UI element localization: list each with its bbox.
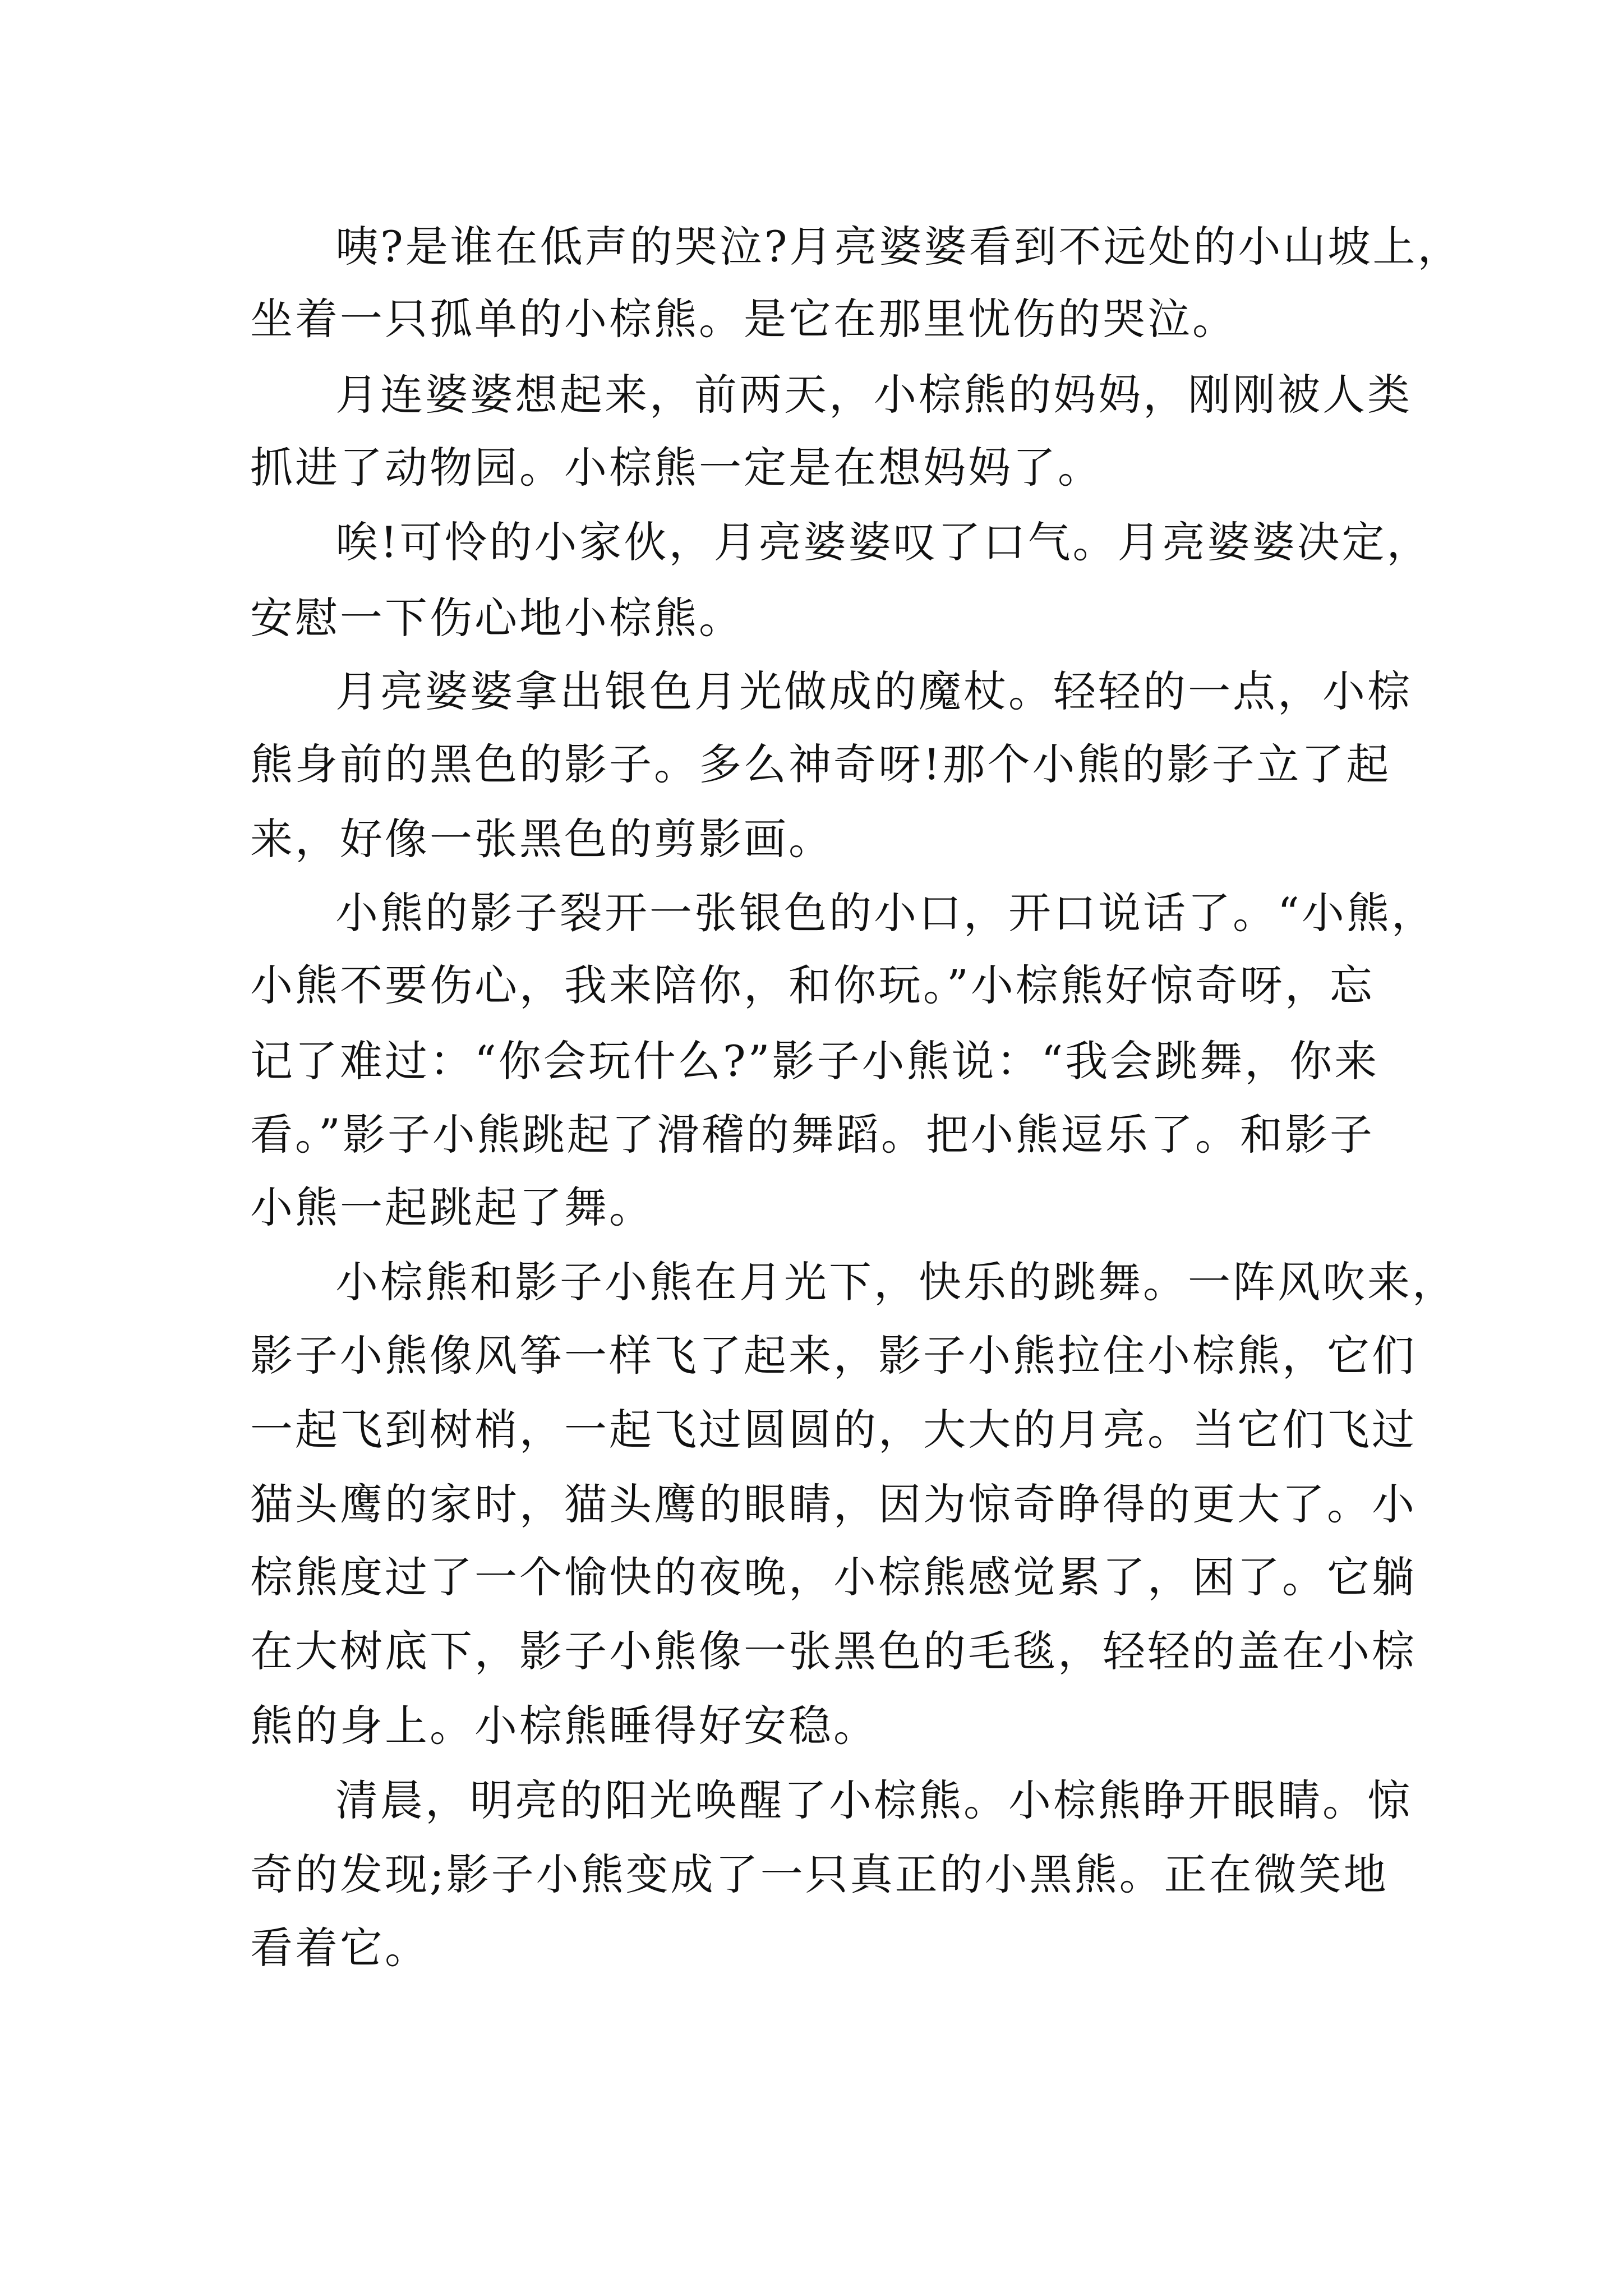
paragraph-4-line-1: 月亮婆婆拿出银色月光做成的魔杖。轻轻的一点，小棕 [335,666,1412,716]
paragraph-7-line-1: 清晨，明亮的阳光唤醒了小棕熊。小棕熊睁开眼睛。惊 [335,1775,1412,1825]
paragraph-5-line-5: 小熊一起跳起了舞。 [250,1182,654,1232]
paragraph-6-line-6: 在大树底下，影子小熊像一张黑色的毛毯，轻轻的盖在小棕 [250,1626,1417,1676]
paragraph-5-line-4: 看。”影子小熊跳起了滑稽的舞蹈。把小熊逗乐了。和影子 [250,1110,1375,1159]
paragraph-4-line-3: 来，好像一张黑色的剪影画。 [250,814,833,864]
paragraph-5-line-3: 记了难过：“你会玩什么?”影子小熊说：“我会跳舞，你来 [250,1036,1380,1086]
paragraph-5-line-1: 小熊的影子裂开一张银色的小口，开口说话了。“小熊， [335,888,1436,938]
paragraph-6-line-2: 影子小熊像风筝一样飞了起来，影子小熊拉住小棕熊，它们 [250,1331,1417,1381]
paragraph-1-line-2: 坐着一只孤单的小棕熊。是它在那里忧伤的哭泣。 [250,294,1237,344]
paragraph-5-line-2: 小熊不要伤心，我来陪你，和你玩。”小棕熊好惊奇呀，忘 [250,960,1375,1010]
paragraph-6-line-3: 一起飞到树梢，一起飞过圆圆的，大大的月亮。当它们飞过 [250,1405,1417,1455]
paragraph-3-line-1: 唉!可怜的小家伙，月亮婆婆叹了口气。月亮婆婆决定， [335,517,1432,567]
paragraph-6-line-4: 猫头鹰的家时，猫头鹰的眼睛，因为惊奇睁得的更大了。小 [250,1479,1417,1529]
paragraph-6-line-5: 棕熊度过了一个愉快的夜晚，小棕熊感觉累了，困了。它躺 [250,1552,1417,1602]
paragraph-2-line-1: 月连婆婆想起来，前两天，小棕熊的妈妈，刚刚被人类 [335,370,1412,420]
paragraph-6-line-7: 熊的身上。小棕熊睡得好安稳。 [250,1701,878,1751]
paragraph-6-line-1: 小棕熊和影子小熊在月光下，快乐的跳舞。一阵风吹来， [335,1257,1457,1307]
paragraph-1-line-1: 咦?是谁在低声的哭泣?月亮婆婆看到不远处的小山坡上， [335,222,1463,272]
paragraph-2-line-2: 抓进了动物园。小棕熊一定是在想妈妈了。 [250,443,1103,493]
paragraph-7-line-3: 看着它。 [250,1923,430,1973]
paragraph-4-line-2: 熊身前的黑色的影子。多么神奇呀!那个小熊的影子立了起 [250,739,1391,789]
paragraph-3-line-2: 安慰一下伤心地小棕熊。 [250,593,744,643]
paragraph-7-line-2: 奇的发现;影子小熊变成了一只真正的小黑熊。正在微笑地 [250,1849,1389,1899]
